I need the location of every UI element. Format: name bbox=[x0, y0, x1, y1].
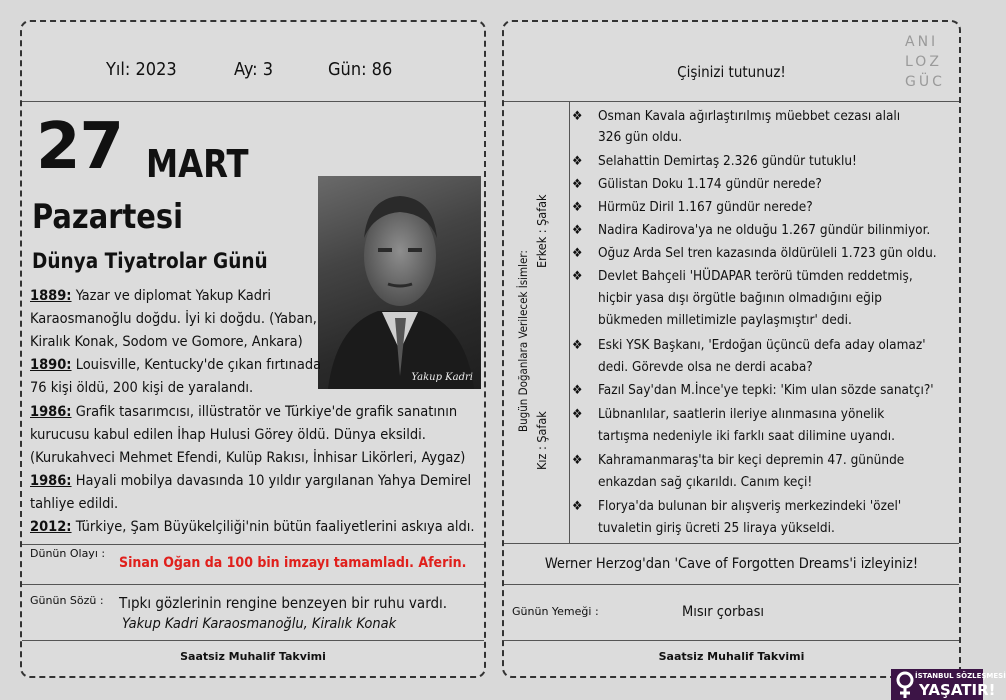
quote-divider bbox=[22, 640, 484, 641]
right-header-text: Çişinizi tutunuz! bbox=[677, 63, 786, 81]
right-header-divider bbox=[504, 101, 959, 102]
event-1890 bbox=[30, 354, 321, 377]
anilozguc-logo bbox=[905, 32, 955, 92]
diamond-bullet-icon: ❖ bbox=[572, 338, 583, 353]
diamond-bullet-icon: ❖ bbox=[572, 499, 583, 514]
diamond-bullet-icon: ❖ bbox=[572, 200, 583, 215]
news-item-cont: tuvaletin giriş ücreti 25 liraya yükseldi. bbox=[598, 520, 835, 536]
recommendation-text: Werner Herzog'dan 'Cave of Forgotten Dreams'i izleyiniz! bbox=[544, 556, 919, 572]
portrait-illustration bbox=[318, 176, 481, 389]
quote-label: Günün Sözü : bbox=[30, 594, 104, 607]
event-1986-b bbox=[30, 470, 471, 493]
event-text-line: tahliye edildi. bbox=[30, 496, 119, 512]
event-text: Yazar ve diplomat Yakup Kadri bbox=[75, 288, 271, 304]
news-item-cont: bükmeden milletimizle paylaşmıştır' dedi. bbox=[598, 312, 852, 328]
logo-line: GÜC bbox=[905, 74, 945, 90]
recommendation-divider bbox=[504, 584, 959, 585]
diamond-bullet-icon: ❖ bbox=[572, 407, 583, 422]
diamond-bullet-icon: ❖ bbox=[572, 246, 583, 261]
event-text: Louisville, Kentucky'de çıkan fırtınada bbox=[75, 357, 322, 373]
day-number: 27 bbox=[36, 110, 124, 184]
male-name: Erkek : Şafak bbox=[534, 194, 549, 268]
left-calendar-card bbox=[20, 20, 486, 678]
event-year: 1890: bbox=[30, 357, 72, 373]
news-item: Kahramanmaraş'ta bir keçi depremin 47. gününde bbox=[598, 452, 905, 468]
quote-source: Yakup Kadri Karaosmanoğlu, Kiralık Konak bbox=[122, 616, 397, 632]
news-divider bbox=[504, 543, 959, 544]
month-label: Ay: 3 bbox=[234, 59, 274, 80]
names-title: Bugün Doğanlara Verilecek İsimler: bbox=[516, 250, 530, 432]
news-item-cont: tartışma nedeniyle iki farklı saat dilimine uyandı. bbox=[598, 428, 895, 444]
logo-line: ANI bbox=[905, 34, 939, 50]
logo-line: LOZ bbox=[905, 54, 942, 70]
day-count-label: Gün: 86 bbox=[328, 59, 393, 80]
footer-left: Saatsiz Muhalif Takvimi bbox=[180, 650, 326, 663]
news-item: Eski YSK Başkanı, 'Erdoğan üçüncü defa aday olamaz' bbox=[598, 337, 926, 353]
event-year: 1986: bbox=[30, 473, 72, 489]
event-text: Hayali mobilya davasında 10 yıldır yargılanan Yahya Demirel bbox=[75, 473, 472, 489]
event-of-day-label: Dünün Olayı : bbox=[30, 547, 106, 560]
event-text: Türkiye, Şam Büyükelçiliği'nin bütün faaliyetlerini askıya aldı. bbox=[75, 519, 475, 535]
news-item-cont: enkazdan sağ çıkarıldı. Canım keçi! bbox=[598, 474, 813, 490]
event-of-day-text: Sinan Oğan da 100 bin imzayı tamamladı. Aferin. bbox=[119, 555, 467, 571]
names-divider bbox=[569, 101, 570, 543]
photo-caption: Yakup Kadri bbox=[411, 372, 473, 383]
meal-divider bbox=[504, 640, 959, 641]
news-item-cont: 326 gün oldu. bbox=[598, 129, 683, 145]
diamond-bullet-icon: ❖ bbox=[572, 223, 583, 238]
diamond-bullet-icon: ❖ bbox=[572, 109, 583, 124]
diamond-bullet-icon: ❖ bbox=[572, 154, 583, 169]
badge-line2: YAŞATIR! bbox=[919, 681, 996, 699]
right-calendar-card bbox=[502, 20, 961, 678]
weekday: Pazartesi bbox=[32, 197, 184, 237]
news-item-cont: dedi. Görevde olsa ne derdi acaba? bbox=[598, 359, 813, 375]
event-2012 bbox=[30, 516, 475, 539]
meal-label: Günün Yemeği : bbox=[512, 605, 599, 618]
event-divider bbox=[22, 584, 484, 585]
meal-value: Mısır çorbası bbox=[682, 604, 765, 620]
event-text-line: 76 kişi öldü, 200 kişi de yaralandı. bbox=[30, 380, 254, 396]
year-label: Yıl: 2023 bbox=[106, 59, 177, 80]
special-day-title: Dünya Tiyatrolar Günü bbox=[32, 249, 268, 273]
news-item: Devlet Bahçeli 'HÜDAPAR terörü tümden reddetmiş, bbox=[598, 268, 913, 284]
event-text-line: Kiralık Konak, Sodom ve Gomore, Ankara) bbox=[30, 334, 303, 350]
footer-right: Saatsiz Muhalif Takvimi bbox=[658, 650, 805, 663]
month-name: MART bbox=[146, 142, 249, 186]
diamond-bullet-icon: ❖ bbox=[572, 453, 583, 468]
diamond-bullet-icon: ❖ bbox=[572, 177, 583, 192]
event-text-line: Karaosmanoğlu doğdu. İyi ki doğdu. (Yaban, bbox=[30, 311, 317, 327]
header-divider bbox=[22, 101, 484, 102]
news-item: Florya'da bulunan bir alışveriş merkezindeki 'özel' bbox=[598, 498, 902, 514]
event-text-line: kurucusu kabul edilen İhap Hulusi Görey öldü. Dünya eksildi. bbox=[30, 427, 426, 443]
news-item: Lübnanlılar, saatlerin ileriye alınmasına yönelik bbox=[598, 406, 885, 422]
news-item: Oğuz Arda Sel tren kazasında öldürüleli 1.723 gün oldu. bbox=[598, 245, 937, 261]
event-year: 1986: bbox=[30, 404, 72, 420]
diamond-bullet-icon: ❖ bbox=[572, 383, 583, 398]
quote-text: Tıpkı gözlerinin rengine benzeyen bir ruhu vardı. bbox=[119, 594, 448, 612]
female-symbol-icon bbox=[894, 671, 916, 699]
news-item: Osman Kavala ağırlaştırılmış müebbet cezası alalı bbox=[598, 108, 901, 124]
event-1986-a bbox=[30, 401, 457, 424]
event-year: 2012: bbox=[30, 519, 72, 535]
news-item: Fazıl Say'dan M.İnce'ye tepki: 'Kim ulan sözde sanatçı?' bbox=[598, 382, 934, 398]
event-text: Grafik tasarımcısı, illüstratör ve Türkiye'de grafik sanatının bbox=[75, 404, 458, 420]
portrait-photo bbox=[318, 176, 481, 389]
event-1889 bbox=[30, 285, 271, 308]
news-item: Nadira Kadirova'ya ne olduğu 1.267 gündür bilinmiyor. bbox=[598, 222, 931, 238]
news-item-cont: hiçbir yasa dışı örgütle bağının olmadığını eğip bbox=[598, 290, 882, 306]
event-text-line: (Kurukahveci Mehmet Efendi, Kulüp Rakısı, İnhisar Likörleri, Aygaz) bbox=[30, 450, 466, 466]
events-divider bbox=[22, 544, 484, 545]
news-item: Selahattin Demirtaş 2.326 gündür tutuklu! bbox=[598, 153, 857, 169]
diamond-bullet-icon: ❖ bbox=[572, 269, 583, 284]
news-item: Hürmüz Diril 1.167 gündür nerede? bbox=[598, 199, 813, 215]
event-year: 1889: bbox=[30, 288, 72, 304]
badge-line1: İSTANBUL SÖZLEŞMESİ bbox=[915, 672, 1006, 680]
female-name: Kız : Şafak bbox=[534, 411, 549, 470]
istanbul-convention-badge bbox=[891, 669, 1006, 700]
news-item: Gülistan Doku 1.174 gündür nerede? bbox=[598, 176, 822, 192]
